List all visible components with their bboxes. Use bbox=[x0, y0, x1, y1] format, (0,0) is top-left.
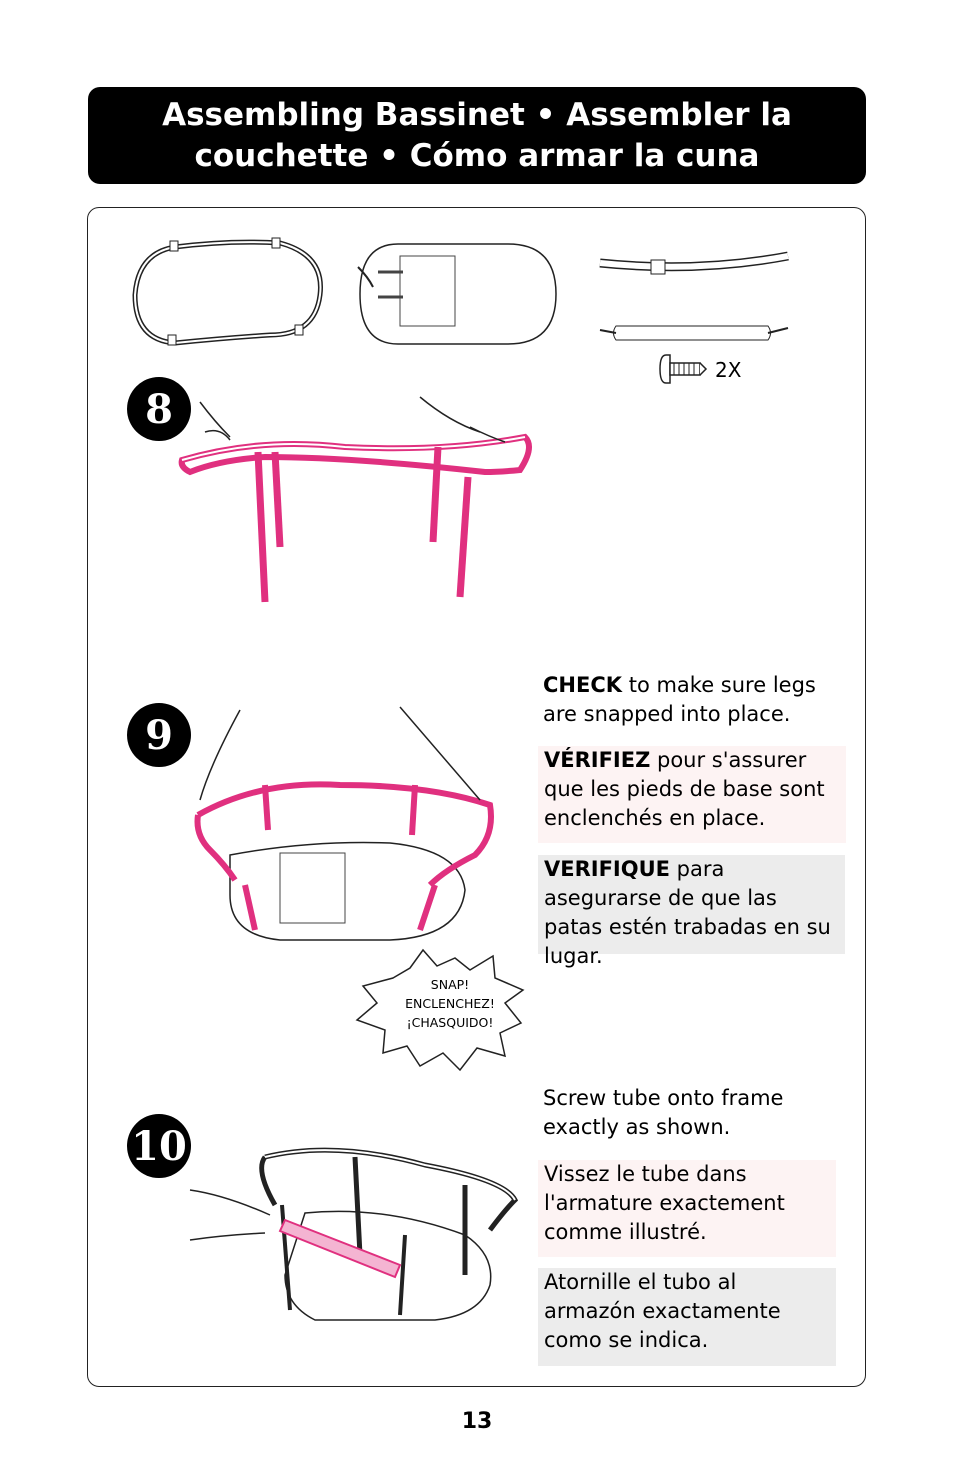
step-10-badge: 10 bbox=[127, 1114, 191, 1178]
step-8-illustration bbox=[180, 392, 540, 607]
parts-frame-illustration bbox=[130, 235, 330, 355]
step-10-text-en: Screw tube onto frame exactly as shown. bbox=[543, 1086, 784, 1139]
snap-text-en: SNAP! bbox=[430, 977, 470, 992]
parts-base-illustration bbox=[358, 242, 558, 347]
screw-icon bbox=[658, 353, 708, 385]
snap-callout bbox=[380, 975, 520, 1032]
step-10-text-fr: Vissez le tube dans l'armature exactement comme illustré. bbox=[538, 1160, 836, 1257]
step-9-text-es bbox=[538, 855, 845, 968]
step-10-text-es: Atornille el tubo al armazón exactamente como se indica. bbox=[538, 1268, 836, 1366]
step-9-badge: 9 bbox=[127, 703, 191, 767]
snap-text-es: ¡CHASQUIDO! bbox=[406, 1015, 494, 1030]
title-line-2: couchette • Cómo armar la cuna bbox=[194, 137, 760, 174]
step-8-badge: 8 bbox=[127, 377, 191, 441]
screw-quantity: 2X bbox=[715, 358, 742, 382]
step-9-illustration bbox=[190, 705, 505, 945]
step-9-fr-keyword: VÉRIFIEZ bbox=[544, 748, 651, 772]
step-9-text-en bbox=[537, 671, 837, 729]
page-number: 13 bbox=[461, 1409, 493, 1434]
step-9-es-keyword: VERIFIQUE bbox=[544, 857, 670, 881]
page-title bbox=[162, 95, 792, 177]
step-9-es-body: para asegurarse de que las patas estén trabadas en su lugar. bbox=[544, 857, 831, 968]
title-line-1: Assembling Bassinet • Assembler la bbox=[162, 96, 792, 133]
page-header-banner bbox=[88, 87, 866, 184]
step-9-fr-body: pour s'assurer que les pieds de base sont enclenchés en place. bbox=[544, 748, 825, 830]
snap-text-fr: ENCLENCHEZ! bbox=[405, 996, 495, 1011]
step-9-en-body: to make sure legs are snapped into place. bbox=[543, 673, 816, 726]
parts-tube-illustration bbox=[598, 248, 798, 343]
step-9-en-keyword: CHECK bbox=[543, 673, 623, 697]
step-10-illustration bbox=[185, 1145, 520, 1330]
step-9-text-fr bbox=[538, 746, 846, 843]
